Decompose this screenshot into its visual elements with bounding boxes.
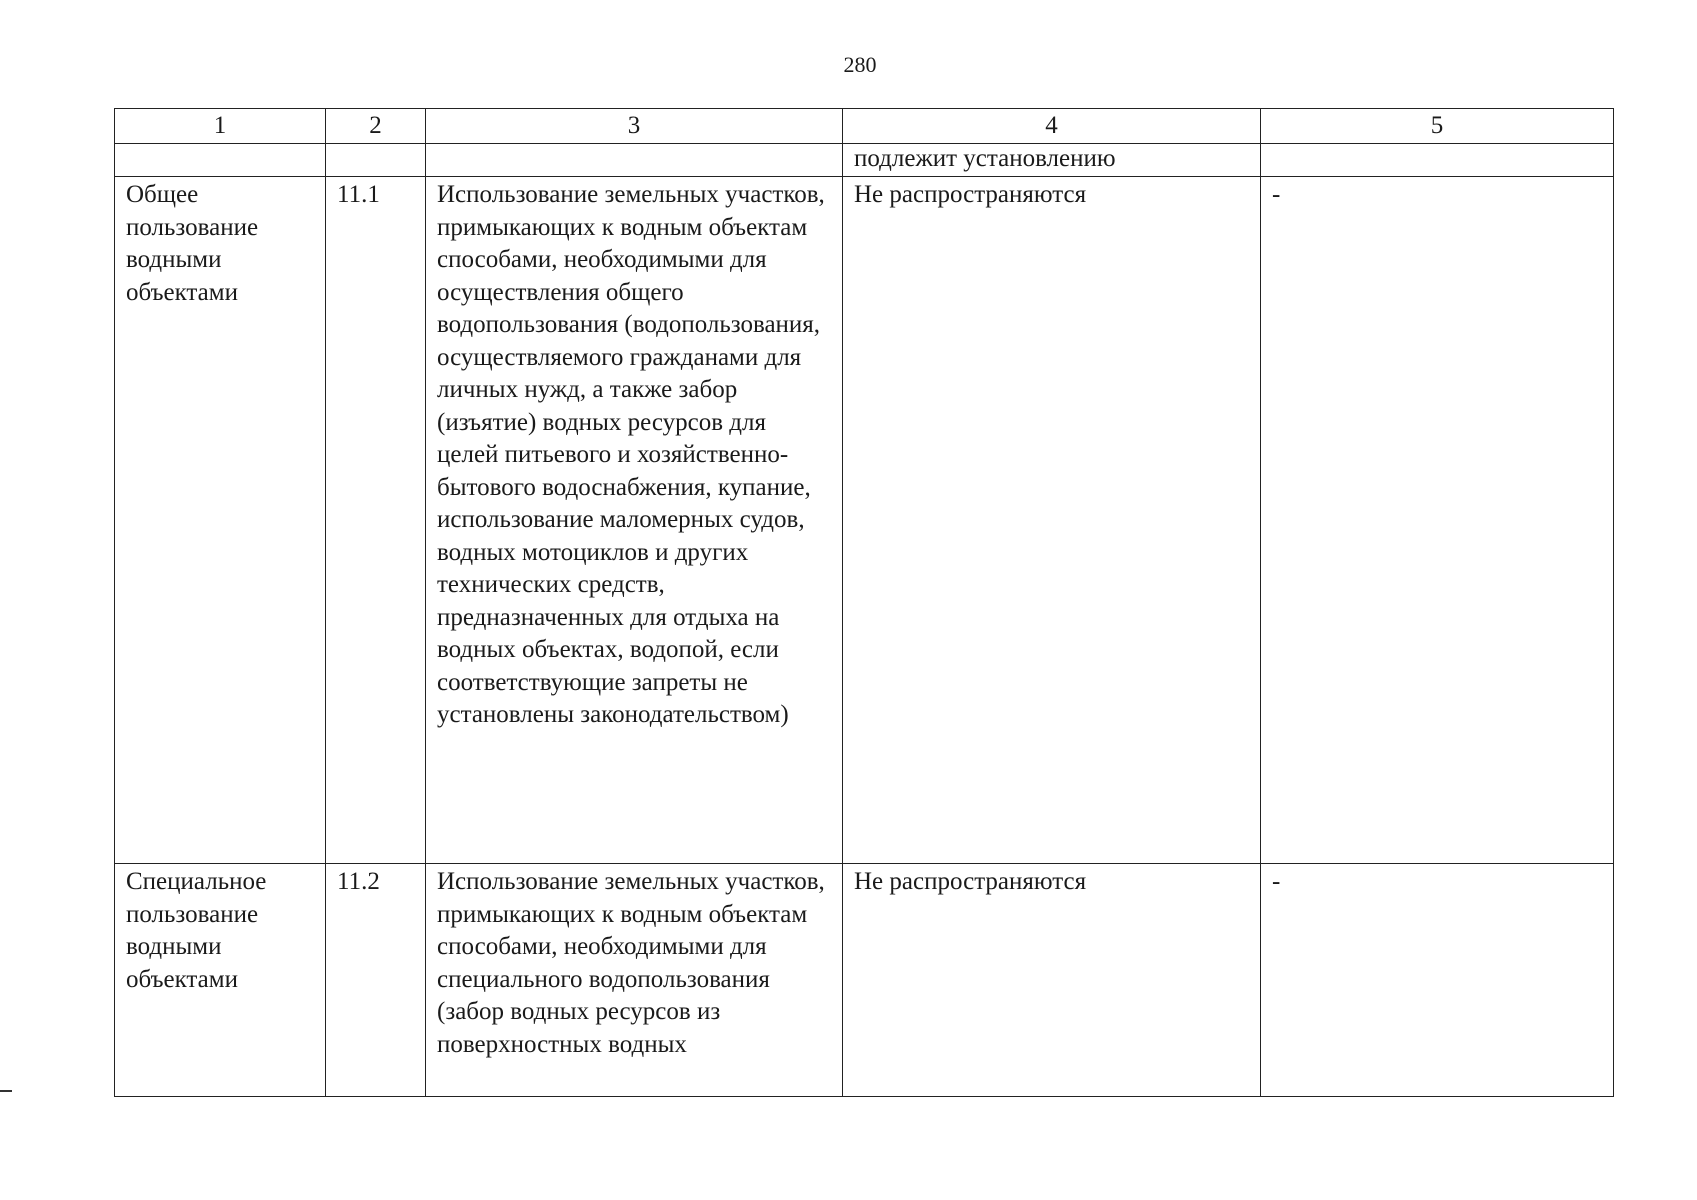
regulation-table [114,108,1614,1097]
header-cell-5: 5 [1261,109,1614,144]
header-cell-4: 4 [843,109,1261,144]
use-type-code: 11.1 [326,177,426,864]
continuation-cell-1 [115,144,326,177]
notes-cell: - [1261,864,1614,1097]
header-cell-3: 3 [426,109,843,144]
use-type-description: Использование земельных участков, примыкающих к водным объектам способами, необходимыми для специального водопользования (забор водных ресурсов из поверхностных водных [426,864,843,1097]
use-type-description: Использование земельных участков, примыкающих к водным объектам способами, необходимыми для осуществления общего водопользования (водопользования, осуществляемого гражданами для личных нужд, а также забор (изъятие) водных ресурсов для целей питьевого и хозяйственно-бытового водоснабжения, купание, использование маломерных судов, водных мотоциклов и других технических средств, предназначенных для отдыха на водных объектах, водопой, если соответствующие запреты не установлены законодательством) [426,177,843,864]
continuation-cell-4: подлежит установлению [843,144,1261,177]
use-type-name: Общее пользование водными объектами [115,177,326,864]
header-cell-2: 2 [326,109,426,144]
header-cell-1: 1 [115,109,326,144]
use-type-name: Специальное пользование водными объектами [115,864,326,1097]
margin-tick [0,1090,12,1092]
notes-cell: - [1261,177,1614,864]
continuation-cell-3 [426,144,843,177]
use-type-code: 11.2 [326,864,426,1097]
page-number: 280 [843,52,877,77]
continuation-row [115,144,1614,177]
table-row [115,177,1614,864]
table-header-row [115,109,1614,144]
continuation-cell-5 [1261,144,1614,177]
table-row [115,864,1614,1097]
restrictions-cell: Не распространяются [843,864,1261,1097]
restrictions-cell: Не распространяются [843,177,1261,864]
continuation-cell-2 [326,144,426,177]
